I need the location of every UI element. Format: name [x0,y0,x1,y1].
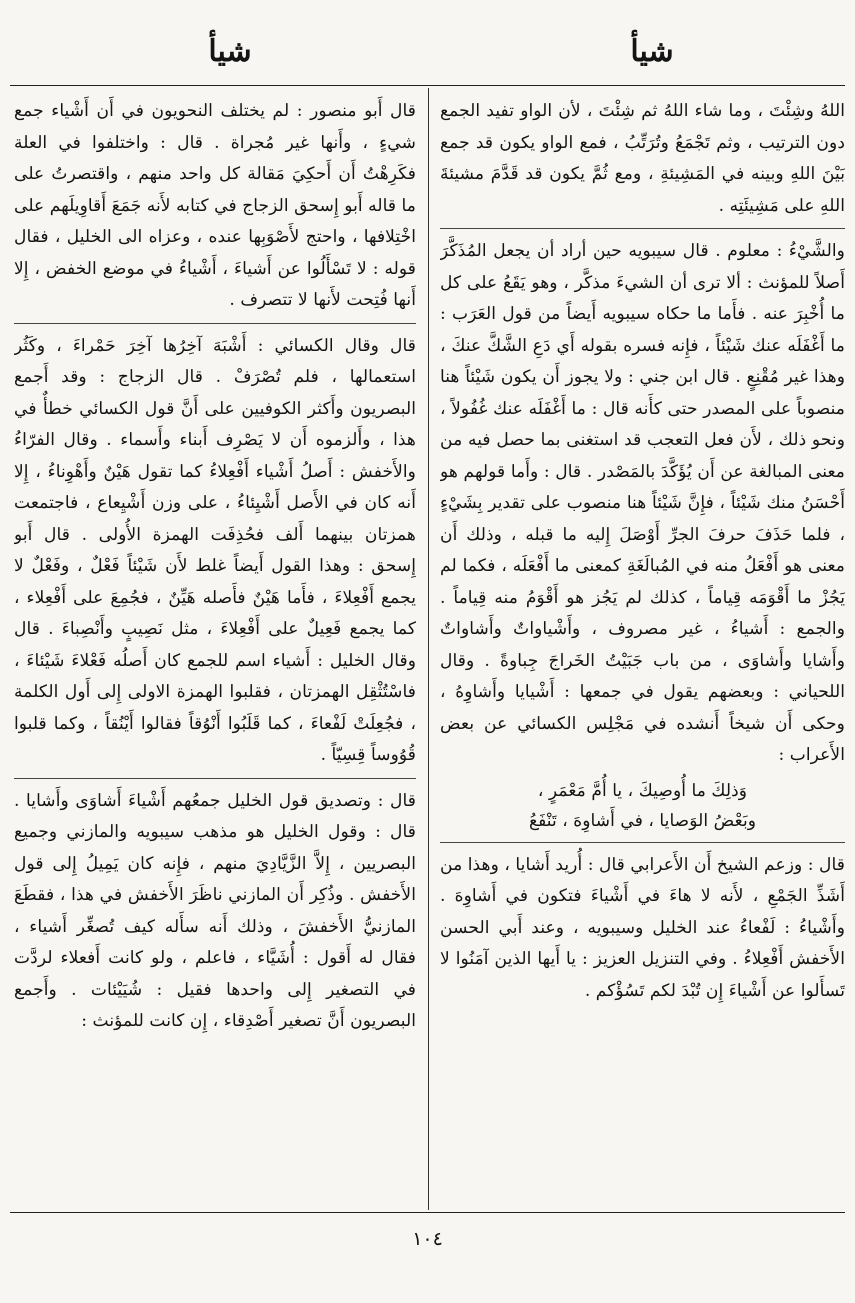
right-paragraph-1: اللهُ وشِئْتَ ، وما شاء اللهُ ثم شِئْتَ ، لأن الواو تفيد الجمع دون الترتيب ، وثم تَجْمَعُ وتُرَتِّبُ ، فمع الواو يكون قد جمع بَيْنَ اللهِ وبينه في المَشِيئةِ ، ومع ثُمَّ يكون قد قَدَّمَ مشيئةَ اللهِ على مَشِيئَتِه . [440,101,845,216]
left-separator-1 [14,323,416,324]
right-paragraph-2: والشَّيْءُ : معلوم . قال سيبويه حين أراد أن يجعل المُذَكَّرَ أَصلاً للمؤنث : ألا ترى أن الشيءَ مذكَّر ، وهو يَقَعُ على كل ما أُخْبِرَ عنه . فأَما ما حكاه سيبويه أَيضاً من قول العَرَب : ما أَغْفَلَه عنك شَيْئاً ، فإِنه فسره بقوله أَي دَعِ الشَّكَّ عنكَ ، وهذا غير مُقْنِعٍ . قال ابن جني : ولا يجوز أَن يكون شَيْئاً هنا منصوباً على المصدر حتى كأَنه قال : ما أَغْفَلَه عنك غُفُولاً ، ونحو ذلك ، لأَن فعل التعجب قد استغنى بما حصل فيه من معنى المبالغة عن أَن يُؤَكَّدَ بالمَصْدر . قال : وأَما قولهم هو أَحْسَنُ منك شَيْئاً ، فإِنَّ شَيْئاً هنا منصوب على تقدير بِشَيْءٍ ، فلما حَذَفَ حرفَ الجرِّ أَوْصَلَ إِليه ما قبله ، وذلك أَن معنى هو أَفْعَلُ منه في المُبالَغَةِ كمعنى ما أَفْعَلَه ، فكما لم يَجُزْ ما أَقْوَمَه قِياماً ، كذلك لم يَجُز هو أَقْوَمُ منه قِياماً . والجمع : أَشياءُ ، غير مصروف ، وأَشْياواتٌ وأَشاواتٌ وأَشايا وأَشاوَى ، من باب جَبَيْتُ الخَراجَ جِباوةً . وقال اللحياني : وبعضهم يقول في جمعها : أَشْيايا وأَشاوِهُ ، وحكى أَن شيخاً أَنشده في مَجْلِس الكسائي عن بعض الأَعراب : [440,241,845,765]
header-headword-right: شيأ [630,34,674,69]
verse-block [440,776,845,836]
left-paragraph-3: قال : وتصديق قول الخليل جمعُهم أَشْياءَ أَشاوَى وأَشايا . قال : وقول الخليل هو مذهب سيبويه والمازني وجميع البصريين ، إِلاَّ الزَّيَّادِيَ منهم ، فإِنه كان يَمِيلُ إِلى قول الأَخفش . وذُكِر أَن المازني ناظَرَ الأَخفش في هذا ، فقطَعَ المازنيُّ الأَخفشَ ، وذلك أَنه سأَله كيف تُصغِّر أَشياء ، فقال له أَقول : أُشَيَّاء ، فاعلم ، ولو كانت أَفعلاء لردَّت في التصغير إِلى واحدها فقيل : شُيَيْئات . وأَجمع البصريون أَنَّ تصغير أَصْدِقاء ، إِن كانت للمؤنث : [14,790,416,1031]
right-separator-1 [440,228,845,229]
header-rule [10,85,845,86]
left-paragraph-2: قال وقال الكسائي : أَشْبَهَ آخِرُها آخِرَ حَمْراءَ ، وكَثُر استعمالها ، فلم تُصْرَفْ . قال الزجاج : وقد أَجمع البصريون وأَكثر الكوفيين على أَنَّ قول الكسائي خطأٌ في هذا ، وأَلزموه أَن لا يَصْرِف أَبناء وأَسماء . وقال الفرّاءُ والأَخفش : أَصلُ أَشْياء أَفْعِلاءُ كما تقول هَيْنٌ وأَهْوِناءُ ، إِلا أَنه كان في الأَصل أَشْيِئاءُ ، على وزن أَشْيِعاع ، فاجتمعت همزتان بينهما أَلف فحُذِفَت الهمزة الأُولى . قال أَبو إِسحق : وهذا القول أَيضاً غلط لأَن شَيْئاً فَعْلٌ ، وفَعْلٌ لا يجمع أَفْعِلاءَ ، فأَما هَيْنٌ فأَصله هَيِّنٌ ، فجُمِعَ على أَفْعِلاء ، كما يجمع فَعِيلٌ على أَفْعِلاءَ ، مثل نَصِيبٍ وأَنْصِباءَ . قال وقال الخليل : أَشياء اسم للجمع كان أَصلُه فَعْلاءَ شَيْئاءَ ، فاسْتُثْقِل الهمزتان ، فقلبوا الهمزة الاولى إِلى أَول الكلمة ، فجُعِلَتْ لَفْعاءَ ، كما قَلَبُوا أَنْوُقاً فقالوا أَيْنُقاً ، وكما قلبوا قُوُوساً قِسِيّاً . [14,335,416,765]
verse-line-1: وَذلِكَ ما أُوصِيكَ ، يا أُمَّ مَعْمَرٍ ، [537,780,748,801]
footer-rule [10,1212,845,1213]
page-number: ١٠٤ [412,1228,443,1250]
right-column [440,96,845,1206]
left-paragraph-1: قال أَبو منصور : لم يختلف النحويون في أَن أَشْياء جمع شيءٍ ، وأَنها غير مُجراة . قال : واختلفوا في العلة فكَرِهْتُ أَن أَحكِيَ مَقالة كل واحد منهم ، واقتصرتُ على ما قاله أَبو إِسحق الزجاج في كتابه لأَنه جَمَعَ أَقاوِيلَهم على اخْتِلافها ، واحتج لأَصْوَبِها عنده ، وعزاه الى الخليل ، فقال قوله : لا تَسْأَلُوا عن أَشياءَ ، أَشْياءُ في موضع الخفض ، إِلا أَنها فُتِحت لأَنها لا تتصرف . [14,101,416,310]
right-separator-2 [440,842,845,843]
column-divider [428,88,429,1210]
header-headword-left: شيأ [208,34,252,69]
left-column [14,96,416,1206]
right-paragraph-3: قال : وزعم الشيخ أَن الأَعرابي قال : أُريد أَشايا ، وهذا من أَشَذِّ الجَمْعِ ، لأَنه لا هاءَ في أَشْياءَ فتكون في أَشاوِهَ . وأَشْياءُ : لَفْعاءُ عند الخليل وسيبويه ، وعند أَبي الحسن الأَخفش أَفْعِلاءُ . وفي التنزيل العزيز : يا أَيها الذين آمَنُوا لا تَسأَلوا عن أَشْياءَ إِن تُبْدَ لكم تَسُؤْكم . [440,854,845,1001]
page-header [0,30,855,80]
verse-line-2: وبَعْضُ الوَصايا ، في أَشاوِهَ ، تَنْفَعُ [528,810,757,831]
left-separator-2 [14,778,416,779]
